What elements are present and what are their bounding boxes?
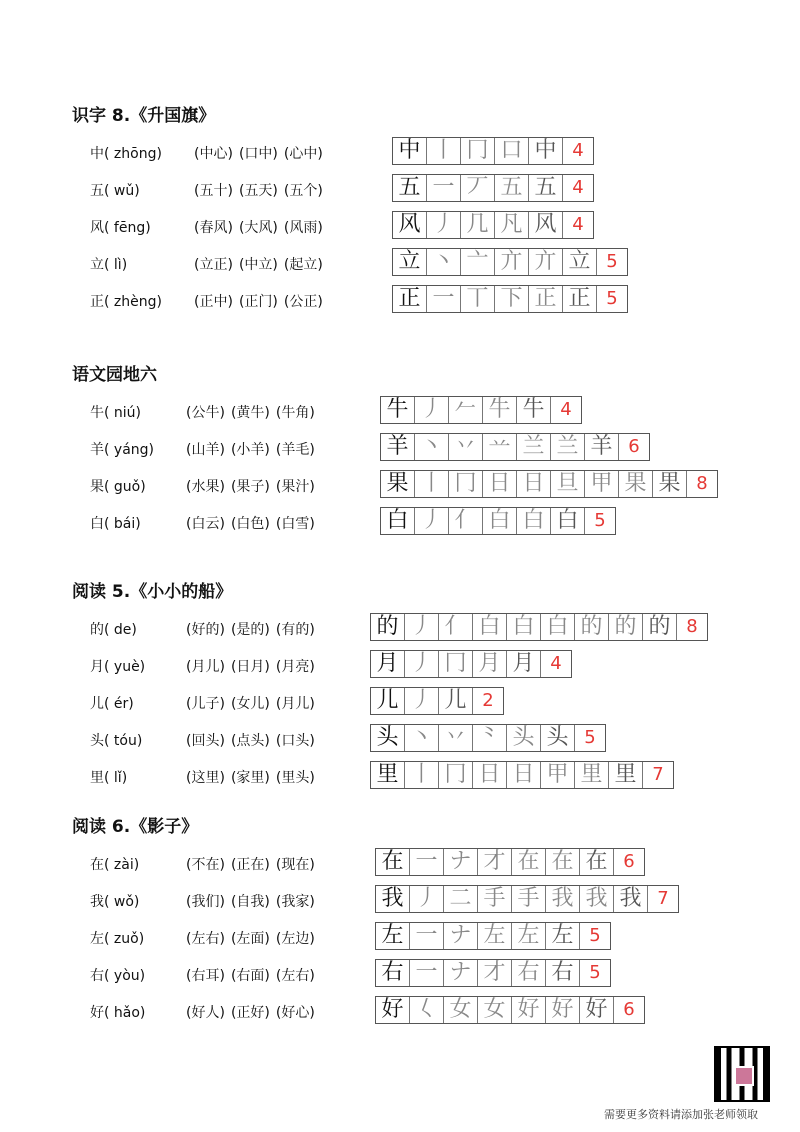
stroke-step-cell: 手	[512, 886, 546, 912]
stroke-step-cell: 果	[653, 471, 687, 497]
word-list	[194, 291, 329, 311]
stroke-count: 4	[572, 140, 584, 161]
stroke-count: 7	[657, 888, 669, 909]
stroke-step-cell: 中	[529, 138, 563, 164]
word-item: (小羊)	[230, 442, 270, 458]
character-row	[90, 470, 790, 500]
word-list	[194, 217, 329, 237]
stroke-step-cell: 䒑	[483, 434, 517, 460]
stroke-step-cell: 我	[546, 886, 580, 912]
character-pinyin: 牛( niú)	[90, 405, 142, 421]
word-item: (日月)	[230, 659, 270, 675]
word-item: (山羊)	[186, 442, 225, 458]
stroke-step-cell: 丿	[415, 397, 449, 423]
character-row	[90, 137, 790, 167]
character-cell: 中	[393, 138, 427, 164]
stroke-step-cell: 才	[478, 849, 512, 875]
stroke-step-cell: 日	[517, 471, 551, 497]
word-item: (左右)	[275, 968, 315, 984]
stroke-step-cell: 丿	[405, 651, 439, 677]
word-item: (起立)	[283, 257, 323, 273]
character-pinyin: 好( hǎo)	[90, 1005, 146, 1021]
stroke-step-cell: 头	[507, 725, 541, 751]
word-item: (五十)	[194, 183, 233, 199]
stroke-step-cell: 白	[473, 614, 507, 640]
stroke-step-cell: 凡	[495, 212, 529, 238]
word-item: (心中)	[283, 146, 323, 162]
stroke-step-cell: 丨	[405, 762, 439, 788]
word-item: (回头)	[186, 733, 225, 749]
character-pinyin: 立( lì)	[90, 257, 128, 273]
word-list	[186, 767, 321, 787]
character-pinyin: 羊( yáng)	[90, 442, 154, 458]
stroke-order-grid	[370, 761, 674, 789]
stroke-order-grid	[380, 507, 616, 535]
word-item: (好的)	[186, 622, 225, 638]
character-row	[90, 396, 790, 426]
stroke-step-cell: 亣	[495, 249, 529, 275]
stroke-step-cell: 白	[551, 508, 585, 534]
character-cell: 白	[381, 508, 415, 534]
word-item: (有的)	[275, 622, 315, 638]
word-list	[186, 693, 321, 713]
stroke-count: 7	[652, 764, 664, 785]
word-item: (口头)	[275, 733, 315, 749]
character-row	[90, 687, 790, 717]
section-title: 语文园地六	[72, 365, 157, 385]
word-item: (牛角)	[275, 405, 315, 421]
stroke-step-cell: ナ	[444, 923, 478, 949]
stroke-step-cell: 女	[444, 997, 478, 1023]
character-cell: 里	[371, 762, 405, 788]
character-cell: 右	[376, 960, 410, 986]
stroke-count: 6	[623, 851, 635, 872]
stroke-order-grid	[392, 137, 594, 165]
stroke-step-cell: 二	[444, 886, 478, 912]
character-cell: 果	[381, 471, 415, 497]
word-item: (口中)	[238, 146, 278, 162]
character-cell: 儿	[371, 688, 405, 714]
stroke-step-cell: 才	[478, 960, 512, 986]
stroke-step-cell: 冂	[461, 138, 495, 164]
character-pinyin: 头( tóu)	[90, 733, 143, 749]
stroke-order-grid	[370, 613, 708, 641]
stroke-order-grid	[392, 174, 594, 202]
stroke-order-grid	[380, 470, 718, 498]
character-cell: 我	[376, 886, 410, 912]
character-row	[90, 848, 790, 878]
word-list	[186, 854, 321, 874]
stroke-step-cell: 在	[546, 849, 580, 875]
stroke-step-cell: 五	[529, 175, 563, 201]
stroke-step-cell: 一	[410, 849, 444, 875]
word-item: (左边)	[275, 931, 315, 947]
stroke-step-cell: 风	[529, 212, 563, 238]
footer-note: 需要更多资料请添加张老师领取	[604, 1108, 758, 1121]
stroke-step-cell: 亻	[449, 508, 483, 534]
word-item: (中立)	[238, 257, 278, 273]
stroke-step-cell: 兰	[551, 434, 585, 460]
word-list	[186, 730, 321, 750]
stroke-step-cell: 好	[512, 997, 546, 1023]
character-cell: 羊	[381, 434, 415, 460]
character-row	[90, 211, 790, 241]
stroke-step-cell: 丶	[405, 725, 439, 751]
stroke-step-cell: 正	[563, 286, 597, 312]
character-row	[90, 507, 790, 537]
word-list	[186, 513, 321, 533]
character-cell: 五	[393, 175, 427, 201]
stroke-count: 6	[623, 999, 635, 1020]
stroke-step-cell: 兰	[517, 434, 551, 460]
word-item: (我们)	[186, 894, 225, 910]
stroke-step-cell: 在	[580, 849, 614, 875]
word-item: (五天)	[238, 183, 278, 199]
word-item: (右面)	[230, 968, 270, 984]
stroke-step-cell: 在	[512, 849, 546, 875]
character-row	[90, 650, 790, 680]
character-pinyin: 果( guǒ)	[90, 479, 146, 495]
stroke-step-cell: 一	[410, 923, 444, 949]
word-list	[186, 619, 321, 639]
stroke-count: 4	[560, 399, 572, 420]
stroke-step-cell: 冂	[449, 471, 483, 497]
stroke-step-cell: 丿	[410, 886, 444, 912]
stroke-step-cell: 丿	[405, 614, 439, 640]
stroke-step-cell: 冂	[439, 651, 473, 677]
stroke-step-cell: 正	[529, 286, 563, 312]
word-item: (月亮)	[275, 659, 315, 675]
stroke-step-cell: 牛	[483, 397, 517, 423]
character-pinyin: 风( fēng)	[90, 220, 151, 236]
stroke-order-grid	[370, 650, 572, 678]
character-row	[90, 724, 790, 754]
stroke-step-cell: 白	[507, 614, 541, 640]
character-pinyin: 五( wǔ)	[90, 183, 140, 199]
stroke-step-cell: 好	[546, 997, 580, 1023]
stroke-step-cell: 亠	[461, 249, 495, 275]
stroke-step-cell: 里	[609, 762, 643, 788]
stroke-count: 4	[572, 177, 584, 198]
stroke-count: 8	[686, 616, 698, 637]
stroke-step-cell: 丿	[427, 212, 461, 238]
stroke-count: 5	[606, 251, 618, 272]
word-item: (白云)	[186, 516, 225, 532]
stroke-step-cell: 一	[427, 175, 461, 201]
stroke-step-cell: 牛	[517, 397, 551, 423]
stroke-order-grid	[375, 996, 645, 1024]
word-list	[186, 928, 321, 948]
word-item: (月儿)	[275, 696, 315, 712]
character-cell: 左	[376, 923, 410, 949]
stroke-step-cell: 日	[473, 762, 507, 788]
word-item: (果子)	[230, 479, 270, 495]
stroke-step-cell: 五	[495, 175, 529, 201]
word-item: (水果)	[186, 479, 225, 495]
word-item: (果汁)	[275, 479, 315, 495]
section-title: 识字 8.《升国旗》	[72, 106, 216, 126]
stroke-step-cell: 头	[541, 725, 575, 751]
character-pinyin: 中( zhōng)	[90, 146, 162, 162]
word-item: (左面)	[230, 931, 270, 947]
stroke-count: 8	[696, 473, 708, 494]
word-item: (公正)	[283, 294, 323, 310]
stroke-step-cell: 好	[580, 997, 614, 1023]
stroke-step-cell: 的	[643, 614, 677, 640]
character-pinyin: 儿( ér)	[90, 696, 134, 712]
word-item: (正中)	[194, 294, 233, 310]
stroke-order-grid	[380, 396, 582, 424]
word-item: (五个)	[283, 183, 323, 199]
stroke-step-cell: 丶	[427, 249, 461, 275]
stroke-step-cell: 𠂉	[449, 397, 483, 423]
word-item: (公牛)	[186, 405, 225, 421]
word-list	[194, 180, 329, 200]
word-item: (自我)	[230, 894, 270, 910]
word-list	[186, 965, 321, 985]
character-pinyin: 里( lǐ)	[90, 770, 128, 786]
word-item: (好心)	[275, 1005, 315, 1021]
stroke-step-cell: 丶	[415, 434, 449, 460]
stroke-count: 6	[628, 436, 640, 457]
stroke-step-cell: 下	[495, 286, 529, 312]
stroke-count: 4	[550, 653, 562, 674]
character-pinyin: 的( de)	[90, 622, 137, 638]
character-cell: 好	[376, 997, 410, 1023]
character-pinyin: 左( zuǒ)	[90, 931, 145, 947]
character-pinyin: 白( bái)	[90, 516, 141, 532]
character-row	[90, 613, 790, 643]
stroke-step-cell: 丿	[415, 508, 449, 534]
word-item: (女儿)	[230, 696, 270, 712]
character-row	[90, 433, 790, 463]
word-list	[186, 1002, 321, 1022]
stroke-count: 2	[482, 690, 494, 711]
stroke-step-cell: 丷	[439, 725, 473, 751]
stroke-step-cell: 白	[541, 614, 575, 640]
stroke-count: 4	[572, 214, 584, 235]
stroke-order-grid	[392, 248, 628, 276]
character-cell: 立	[393, 249, 427, 275]
word-item: (羊毛)	[275, 442, 315, 458]
word-item: (里头)	[275, 770, 315, 786]
stroke-step-cell: 丨	[415, 471, 449, 497]
character-cell: 正	[393, 286, 427, 312]
character-cell: 的	[371, 614, 405, 640]
stroke-step-cell: 右	[512, 960, 546, 986]
stroke-order-grid	[375, 922, 611, 950]
stroke-step-cell: 亣	[529, 249, 563, 275]
stroke-step-cell: 右	[546, 960, 580, 986]
word-item: (左右)	[186, 931, 225, 947]
stroke-count: 5	[589, 925, 601, 946]
stroke-step-cell: 女	[478, 997, 512, 1023]
character-row	[90, 922, 790, 952]
qr-code-icon	[714, 1046, 770, 1102]
stroke-step-cell: 白	[517, 508, 551, 534]
stroke-step-cell: 甲	[585, 471, 619, 497]
word-item: (正门)	[238, 294, 278, 310]
word-item: (儿子)	[186, 696, 225, 712]
stroke-step-cell: 日	[483, 471, 517, 497]
stroke-step-cell: 亻	[439, 614, 473, 640]
stroke-step-cell: 的	[575, 614, 609, 640]
word-item: (现在)	[275, 857, 315, 873]
stroke-step-cell: 一	[427, 286, 461, 312]
word-item: (中心)	[194, 146, 233, 162]
word-list	[194, 254, 329, 274]
stroke-count: 5	[589, 962, 601, 983]
word-item: (这里)	[186, 770, 225, 786]
stroke-step-cell: 甲	[541, 762, 575, 788]
word-item: (点头)	[230, 733, 270, 749]
stroke-step-cell: 我	[614, 886, 648, 912]
character-row	[90, 885, 790, 915]
stroke-step-cell: 口	[495, 138, 529, 164]
stroke-step-cell: 日	[507, 762, 541, 788]
character-row	[90, 761, 790, 791]
stroke-order-grid	[370, 687, 504, 715]
stroke-step-cell: 白	[483, 508, 517, 534]
stroke-step-cell: 丅	[461, 286, 495, 312]
stroke-order-grid	[375, 959, 611, 987]
stroke-count: 5	[594, 510, 606, 531]
stroke-step-cell: 羊	[585, 434, 619, 460]
stroke-step-cell: 儿	[439, 688, 473, 714]
stroke-step-cell: 几	[461, 212, 495, 238]
character-pinyin: 在( zài)	[90, 857, 140, 873]
stroke-step-cell: 𡿨	[410, 997, 444, 1023]
word-item: (右耳)	[186, 968, 225, 984]
word-item: (好人)	[186, 1005, 225, 1021]
stroke-step-cell: 月	[473, 651, 507, 677]
character-pinyin: 正( zhèng)	[90, 294, 162, 310]
word-item: (正好)	[230, 1005, 270, 1021]
stroke-order-grid	[380, 433, 650, 461]
word-item: (家里)	[230, 770, 270, 786]
character-pinyin: 我( wǒ)	[90, 894, 140, 910]
word-list	[186, 891, 321, 911]
stroke-step-cell: 丆	[461, 175, 495, 201]
stroke-step-cell: 果	[619, 471, 653, 497]
stroke-order-grid	[392, 211, 594, 239]
stroke-step-cell: 旦	[551, 471, 585, 497]
stroke-count: 5	[584, 727, 596, 748]
character-row	[90, 248, 790, 278]
stroke-step-cell: 丨	[427, 138, 461, 164]
stroke-step-cell: ナ	[444, 960, 478, 986]
stroke-order-grid	[375, 885, 679, 913]
stroke-step-cell: 丿	[405, 688, 439, 714]
stroke-step-cell: 手	[478, 886, 512, 912]
character-cell: 风	[393, 212, 427, 238]
stroke-order-grid	[392, 285, 628, 313]
word-list	[186, 402, 321, 422]
character-row	[90, 996, 790, 1026]
word-item: (正在)	[230, 857, 270, 873]
word-item: (不在)	[186, 857, 225, 873]
word-list	[186, 476, 321, 496]
word-item: (白雪)	[275, 516, 315, 532]
stroke-step-cell: 立	[563, 249, 597, 275]
word-item: (白色)	[230, 516, 270, 532]
stroke-step-cell: 冂	[439, 762, 473, 788]
stroke-step-cell: 里	[575, 762, 609, 788]
character-cell: 头	[371, 725, 405, 751]
word-item: (立正)	[194, 257, 233, 273]
character-row	[90, 959, 790, 989]
word-item: (大风)	[238, 220, 278, 236]
section-title: 阅读 6.《影子》	[72, 817, 199, 837]
character-cell: 月	[371, 651, 405, 677]
word-list	[186, 656, 321, 676]
word-item: (是的)	[230, 622, 270, 638]
stroke-step-cell: 左	[512, 923, 546, 949]
word-item: (春风)	[194, 220, 233, 236]
stroke-step-cell: 左	[478, 923, 512, 949]
word-item: (月儿)	[186, 659, 225, 675]
stroke-step-cell: 一	[410, 960, 444, 986]
word-item: (风雨)	[283, 220, 323, 236]
word-item: (我家)	[275, 894, 315, 910]
word-list	[186, 439, 321, 459]
character-cell: 牛	[381, 397, 415, 423]
character-row	[90, 174, 790, 204]
stroke-order-grid	[370, 724, 606, 752]
word-item: (黄牛)	[230, 405, 270, 421]
stroke-step-cell: ⺀	[473, 725, 507, 751]
stroke-step-cell: 的	[609, 614, 643, 640]
character-row	[90, 285, 790, 315]
stroke-step-cell: 左	[546, 923, 580, 949]
section-title: 阅读 5.《小小的船》	[72, 582, 233, 602]
stroke-step-cell: 月	[507, 651, 541, 677]
character-pinyin: 月( yuè)	[90, 659, 146, 675]
stroke-step-cell: 我	[580, 886, 614, 912]
word-list	[194, 143, 329, 163]
stroke-order-grid	[375, 848, 645, 876]
stroke-step-cell: ナ	[444, 849, 478, 875]
character-pinyin: 右( yòu)	[90, 968, 146, 984]
stroke-count: 5	[606, 288, 618, 309]
stroke-step-cell: 丷	[449, 434, 483, 460]
character-cell: 在	[376, 849, 410, 875]
